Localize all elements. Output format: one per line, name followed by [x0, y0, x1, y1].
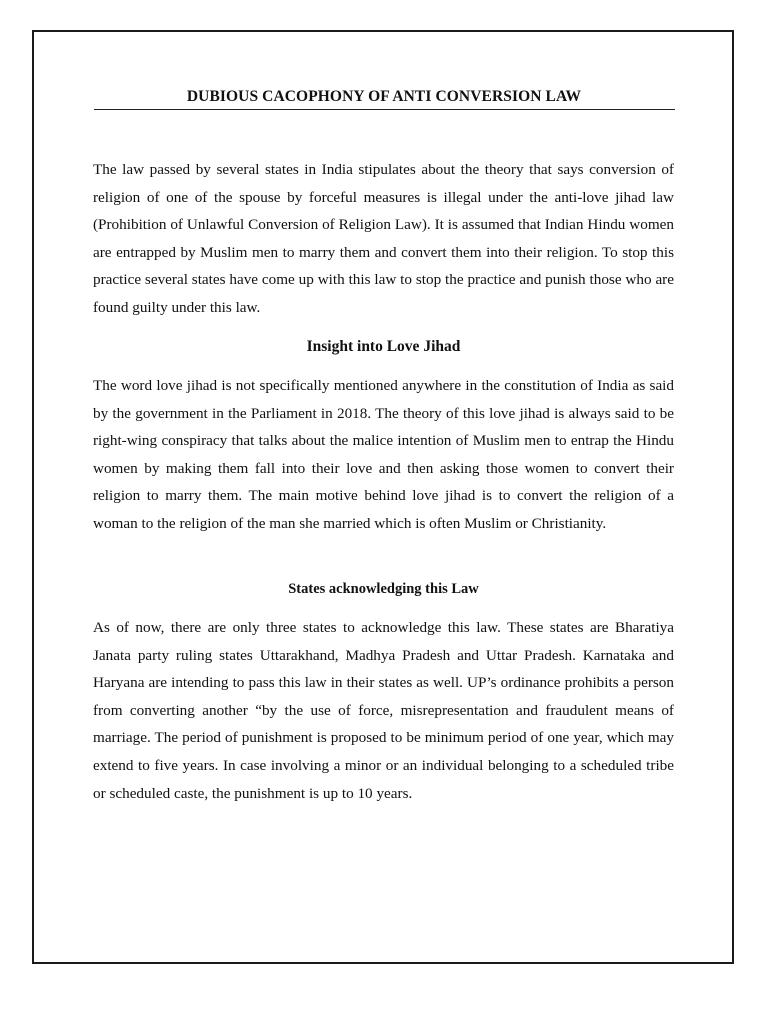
intro-paragraph: The law passed by several states in India stipulates about the theory that says conversion of religion of one of the spouse by forceful measures is illegal under the anti-love jihad law (Prohibition of Unlawful Conversion of Religion Law). It is assumed that Indian Hindu women are entrapped by Muslim men to marry them and convert them into their religion. To stop this practice several states have come up with this law to stop the practice and punish those who are found guilty under this law.	[93, 161, 674, 316]
section-heading-love-jihad: Insight into Love Jihad	[306, 338, 461, 355]
title-underline	[94, 109, 675, 110]
section-paragraph-love-jihad: The word love jihad is not specifically mentioned anywhere in the constitution of India as said by the government in the Parliament in 2018. The theory of this love jihad is always said to be right-wing conspiracy that talks about the malice intention of Muslim men to entrap the Hindu women by making them fall into their love and then asking those women to convert their religion to marry them. The main motive behind love jihad is to convert the religion of a woman to the religion of the man she married which is often Muslim or Christianity.	[93, 377, 674, 532]
section-paragraph-states: As of now, there are only three states to acknowledge this law. These states are Bharatiya Janata party ruling states Uttarakhand, Madhya Pradesh and Uttar Pradesh. Karnataka and Haryana are intending to pass this law in their states as well. UP’s ordinance prohibits a person from converting another “by the use of force, misrepresentation and fraudulent means of marriage. The period of punishment is proposed to be minimum period of one year, which may extend to five years. In case involving a minor or an individual belonging to a scheduled tribe or scheduled caste, the punishment is up to 10 years.	[93, 619, 674, 802]
section-heading-states: States acknowledging this Law	[288, 581, 479, 597]
document-title: DUBIOUS CACOPHONY OF ANTI CONVERSION LAW	[186, 88, 582, 105]
